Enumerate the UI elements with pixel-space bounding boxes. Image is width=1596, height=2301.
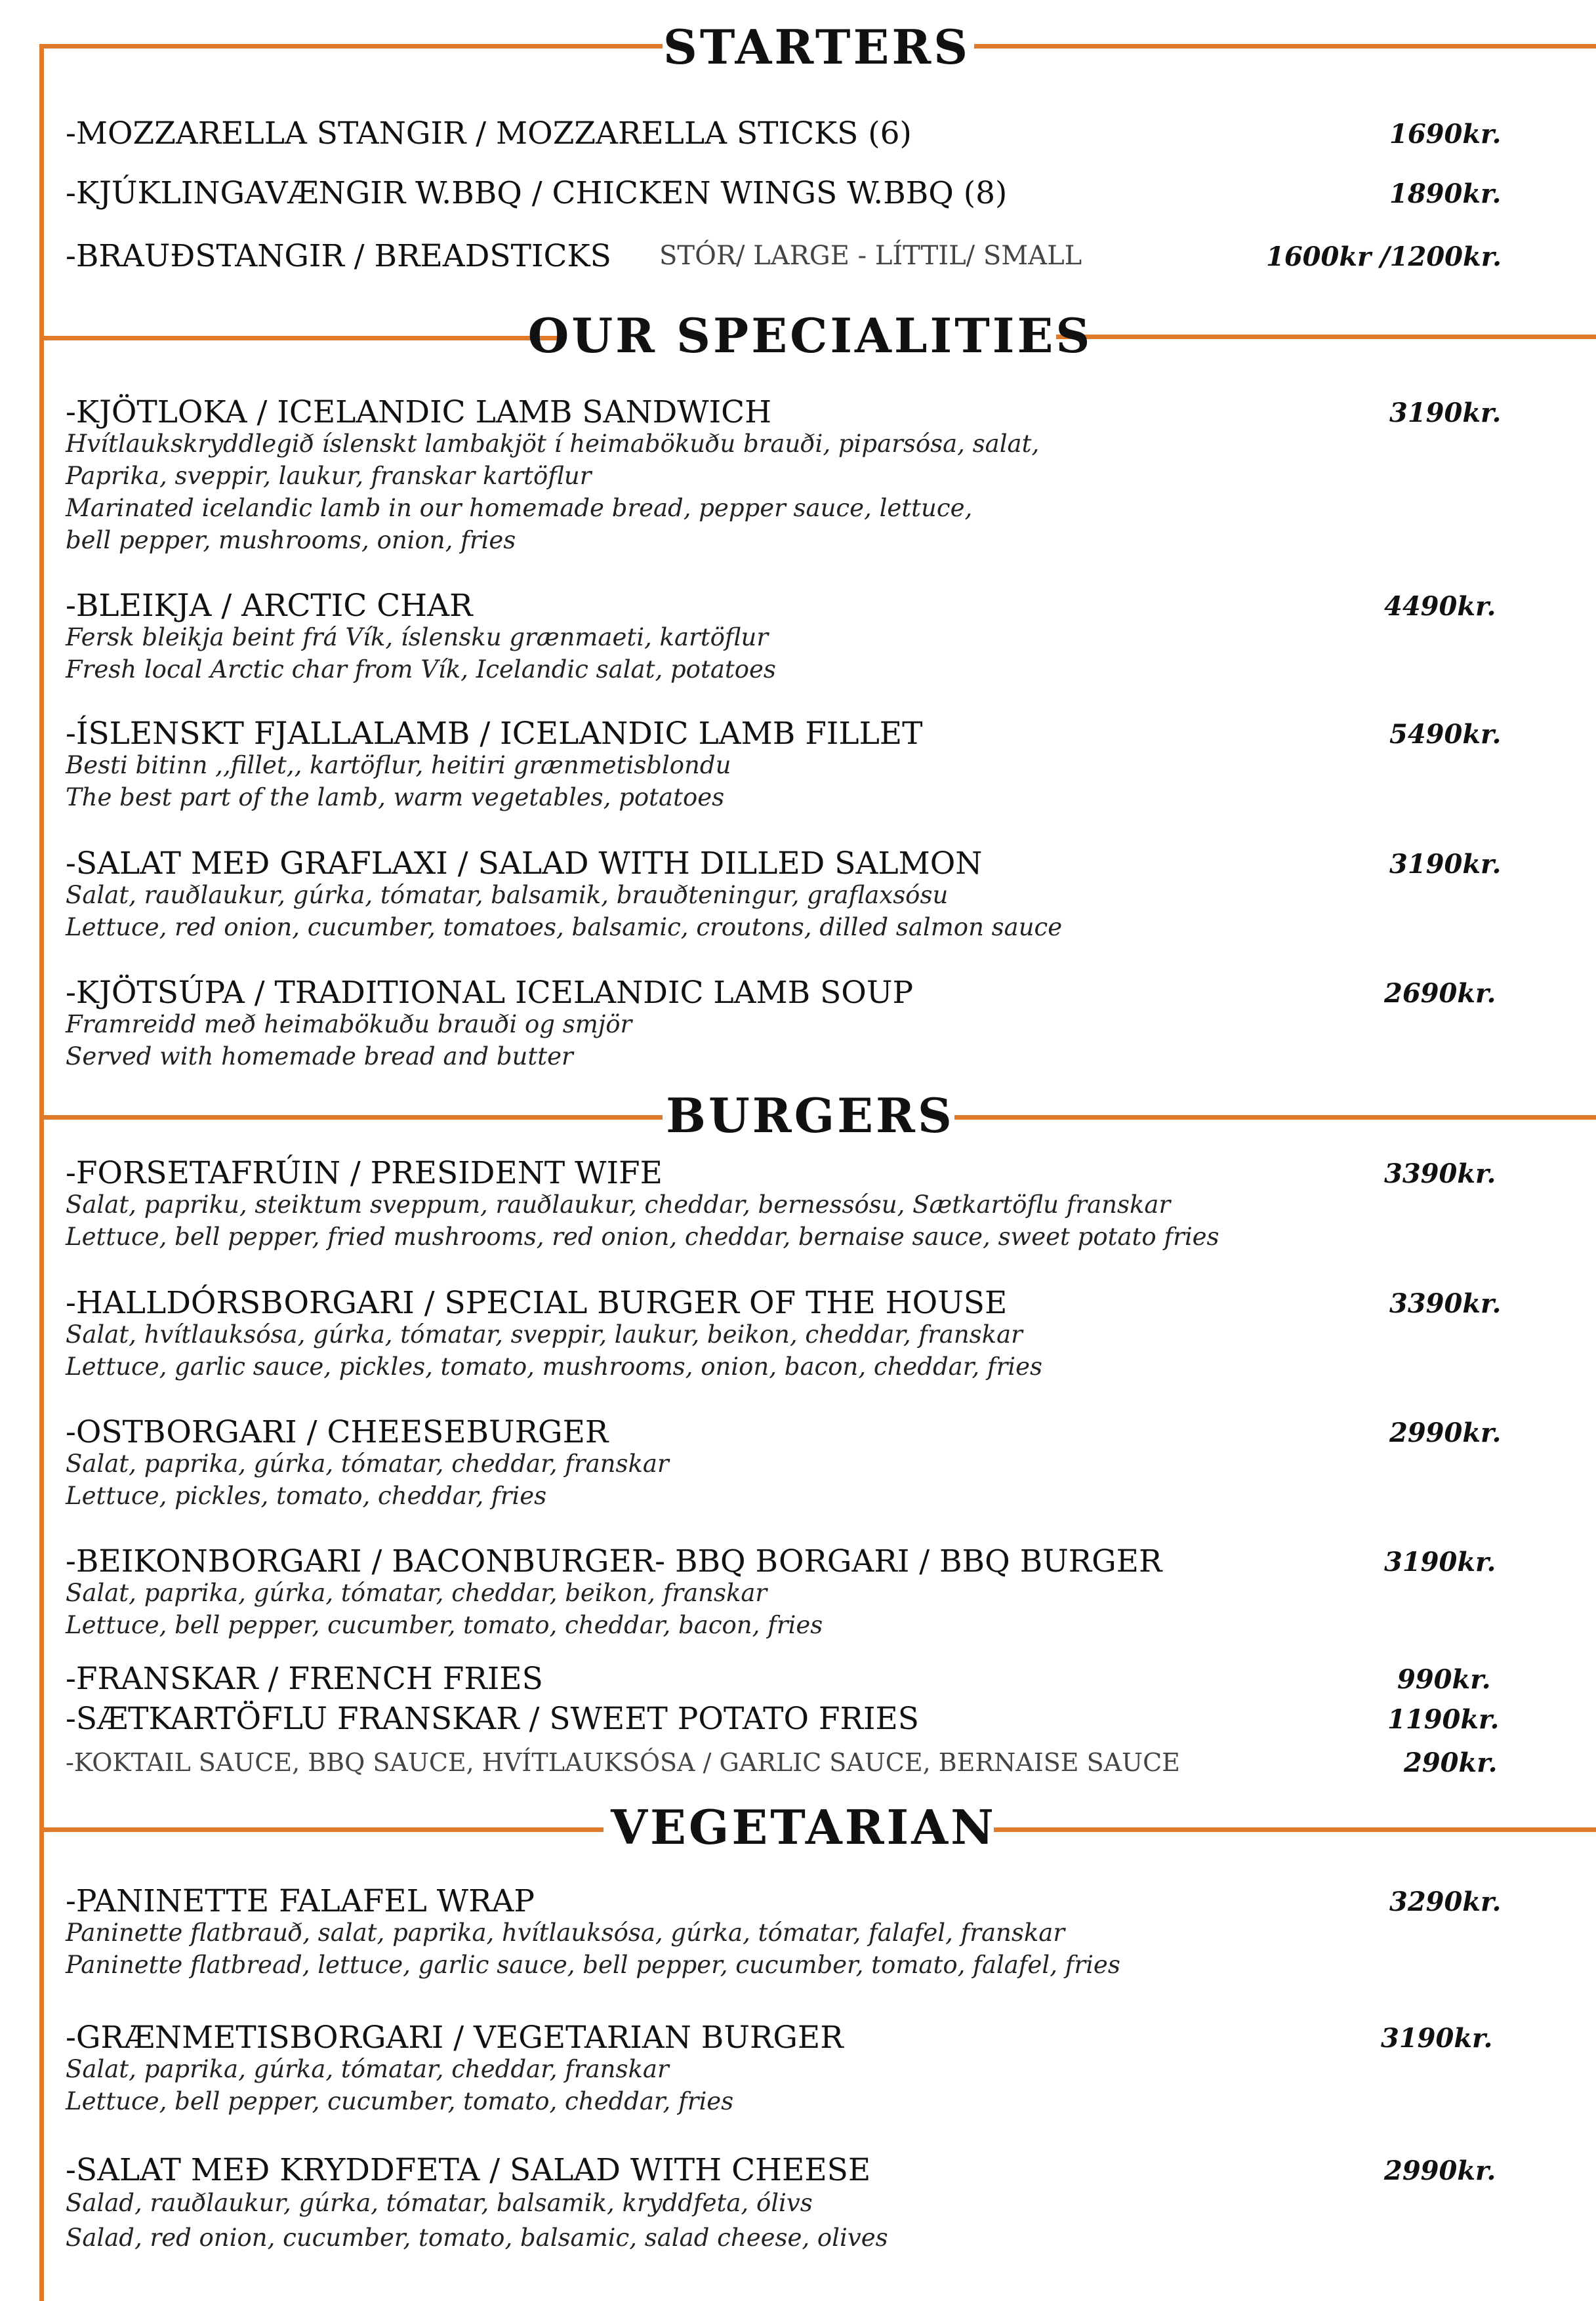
menu-item-mozzarella-sticks bbox=[66, 108, 1528, 152]
item-name: -ÍSLENSKT FJALLALAMB / ICELANDIC LAMB FILLET bbox=[66, 716, 923, 752]
item-desc-line: Served with homemade bread and butter bbox=[66, 1042, 573, 1070]
item-desc-line: Lettuce, bell pepper, cucumber, tomato, cheddar, bacon, fries bbox=[66, 1611, 823, 1639]
menu-item-bacon-bbq-burger bbox=[66, 1536, 1528, 1641]
item-desc-line: Besti bitinn ,,fillet,, kartöflur, heitiri grænmetisblondu bbox=[66, 751, 731, 779]
item-name: -BEIKONBORGARI / BACONBURGER- BBQ BORGARI / BBQ BURGER bbox=[66, 1543, 1162, 1579]
menu-item-lamb-fillet bbox=[66, 708, 1528, 813]
vegetarian-rule-right bbox=[994, 1827, 1596, 1832]
starters-rule-right bbox=[974, 44, 1596, 49]
item-desc-line: Lettuce, bell pepper, cucumber, tomato, cheddar, fries bbox=[66, 2087, 734, 2115]
item-desc-line: Salat, papriku, steiktum sveppum, rauðlaukur, cheddar, bernessósu, Sætkartöflu franskar bbox=[66, 1191, 1171, 1219]
item-name: -MOZZARELLA STANGIR / MOZZARELLA STICKS (6) bbox=[66, 115, 912, 152]
menu-item-lamb-sandwich bbox=[66, 387, 1528, 556]
item-name: -FRANSKAR / FRENCH FRIES bbox=[66, 1661, 543, 1697]
item-price: 3190kr. bbox=[1384, 1547, 1496, 1578]
item-name: -BRAUÐSTANGIR / BREADSTICKS bbox=[66, 238, 611, 274]
item-name: -SALAT MEÐ KRYDDFETA / SALAD WITH CHEESE bbox=[66, 2152, 871, 2188]
item-desc-line: Salat, hvítlauksósa, gúrka, tómatar, sveppir, laukur, beikon, cheddar, franskar bbox=[66, 1320, 1023, 1349]
specialities-rule-right bbox=[1056, 335, 1596, 339]
item-desc-line: Salat, paprika, gúrka, tómatar, cheddar, franskar bbox=[66, 2055, 669, 2083]
menu-item-french-fries bbox=[66, 1656, 1528, 1697]
section-heading-specialities: OUR SPECIALITIES bbox=[527, 308, 1093, 363]
menu-item-president-wife bbox=[66, 1148, 1528, 1253]
item-desc-line: Salat, rauðlaukur, gúrka, tómatar, balsamik, brauðteningur, graflaxsósu bbox=[66, 881, 949, 909]
item-name: -HALLDÓRSBORGARI / SPECIAL BURGER OF THE HOUSE bbox=[66, 1285, 1008, 1321]
item-desc-line: Paprika, sveppir, laukur, franskar kartöflur bbox=[66, 462, 592, 490]
starters-rule-left bbox=[39, 44, 663, 49]
menu-item-special-burger bbox=[66, 1278, 1528, 1383]
item-desc-line: Salat, paprika, gúrka, tómatar, cheddar, franskar bbox=[66, 1450, 669, 1478]
item-price: 1890kr. bbox=[1389, 178, 1502, 209]
item-desc-line: bell pepper, mushrooms, onion, fries bbox=[66, 526, 516, 554]
item-price: 5490kr. bbox=[1389, 719, 1502, 750]
item-desc-line: Salad, rauðlaukur, gúrka, tómatar, balsamik, kryddfeta, ólivs bbox=[66, 2189, 813, 2217]
item-price: 2990kr. bbox=[1384, 2155, 1496, 2186]
item-name: -GRÆNMETISBORGARI / VEGETARIAN BURGER bbox=[66, 2020, 844, 2056]
item-desc-line: Fresh local Arctic char from Vík, Icelandic salat, potatoes bbox=[66, 655, 776, 683]
item-price: 2990kr. bbox=[1389, 1417, 1502, 1448]
item-desc-line: Lettuce, pickles, tomato, cheddar, fries bbox=[66, 1482, 547, 1510]
menu-item-sauces bbox=[66, 1740, 1528, 1778]
item-desc-line: The best part of the lamb, warm vegetables, potatoes bbox=[66, 783, 725, 811]
item-desc-line: Lettuce, red onion, cucumber, tomatoes, balsamic, croutons, dilled salmon sauce bbox=[66, 913, 1063, 941]
item-name: -KJÚKLINGAVÆNGIR W.BBQ / CHICKEN WINGS W.BBQ (8) bbox=[66, 175, 1008, 211]
item-name: -KJÖTLOKA / ICELANDIC LAMB SANDWICH bbox=[66, 394, 772, 430]
item-price: 290kr. bbox=[1404, 1747, 1498, 1778]
menu-item-vegetarian-burger bbox=[66, 2012, 1528, 2117]
item-name: -KOKTAIL SAUCE, BBQ SAUCE, HVÍTLAUKSÓSA / GARLIC SAUCE, BERNAISE SAUCE bbox=[66, 1748, 1180, 1777]
item-desc-line: Hvítlaukskryddlegið íslenskt lambakjöt í heimabökuðu brauði, piparsósa, salat, bbox=[66, 430, 1040, 458]
item-name: -OSTBORGARI / CHEESEBURGER bbox=[66, 1414, 609, 1450]
menu-item-salad-dilled-salmon bbox=[66, 838, 1528, 943]
item-name: -PANINETTE FALAFEL WRAP bbox=[66, 1883, 535, 1919]
specialities-rule-left bbox=[39, 336, 564, 340]
item-price: 4490kr. bbox=[1384, 591, 1496, 622]
item-name: -SÆTKARTÖFLU FRANSKAR / SWEET POTATO FRIES bbox=[66, 1701, 919, 1737]
item-price: 1190kr. bbox=[1387, 1704, 1500, 1735]
item-price: 3390kr. bbox=[1389, 1288, 1502, 1319]
menu-item-arctic-char bbox=[66, 580, 1528, 685]
item-name: -SALAT MEÐ GRAFLAXI / SALAD WITH DILLED SALMON bbox=[66, 845, 983, 882]
item-name: -KJÖTSÚPA / TRADITIONAL ICELANDIC LAMB SOUP bbox=[66, 975, 914, 1011]
item-desc-line: Lettuce, bell pepper, fried mushrooms, red onion, cheddar, bernaise sauce, sweet potato fries bbox=[66, 1223, 1219, 1251]
item-desc-line: Salad, red onion, cucumber, tomato, balsamic, salad cheese, olives bbox=[66, 2224, 888, 2252]
item-price: 1690kr. bbox=[1389, 119, 1502, 150]
item-price: 3190kr. bbox=[1389, 397, 1502, 428]
section-heading-vegetarian: VEGETARIAN bbox=[611, 1799, 996, 1855]
menu-item-lamb-soup bbox=[66, 967, 1528, 1072]
menu-item-breadsticks bbox=[66, 231, 1528, 272]
item-desc-line: Framreidd með heimabökuðu brauði og smjör bbox=[66, 1010, 632, 1038]
item-price: 3390kr. bbox=[1384, 1158, 1496, 1189]
item-price: 2690kr. bbox=[1384, 978, 1496, 1009]
item-desc-line: Fersk bleikja beint frá Vík, íslensku grænmaeti, kartöflur bbox=[66, 623, 769, 651]
burgers-rule-right bbox=[954, 1115, 1596, 1120]
burgers-rule-left bbox=[39, 1115, 663, 1120]
item-price: 1600kr /1200kr. bbox=[1266, 241, 1502, 272]
item-name: -FORSETAFRÚIN / PRESIDENT WIFE bbox=[66, 1155, 663, 1191]
menu-item-chicken-wings bbox=[66, 168, 1528, 209]
menu-item-cheeseburger bbox=[66, 1407, 1528, 1512]
section-heading-burgers: BURGERS bbox=[666, 1088, 954, 1143]
item-desc-line: Paninette flatbrauð, salat, paprika, hvítlauksósa, gúrka, tómatar, falafel, franskar bbox=[66, 1919, 1065, 1947]
item-price: 3190kr. bbox=[1381, 2023, 1493, 2054]
item-name: -BLEIKJA / ARCTIC CHAR bbox=[66, 588, 473, 624]
item-desc-line: Salat, paprika, gúrka, tómatar, cheddar, beikon, franskar bbox=[66, 1579, 767, 1607]
item-desc-line: Lettuce, garlic sauce, pickles, tomato, mushrooms, onion, bacon, cheddar, fries bbox=[66, 1353, 1042, 1381]
item-desc-line: Paninette flatbread, lettuce, garlic sauce, bell pepper, cucumber, tomato, falafel, fries bbox=[66, 1951, 1120, 1979]
item-desc-line: Marinated icelandic lamb in our homemade bread, pepper sauce, lettuce, bbox=[66, 494, 973, 522]
menu-item-falafel-wrap bbox=[66, 1876, 1528, 1981]
menu-item-salad-with-cheese bbox=[66, 2145, 1528, 2255]
menu-item-sweet-potato-fries bbox=[66, 1696, 1528, 1737]
item-price: 990kr. bbox=[1397, 1664, 1491, 1695]
item-size-options: STÓR/ LARGE - LÍTTIL/ SMALL bbox=[659, 241, 1082, 271]
item-price: 3290kr. bbox=[1389, 1886, 1502, 1917]
section-heading-starters: STARTERS bbox=[663, 19, 971, 75]
item-price: 3190kr. bbox=[1389, 849, 1502, 880]
vegetarian-rule-left bbox=[39, 1827, 604, 1832]
